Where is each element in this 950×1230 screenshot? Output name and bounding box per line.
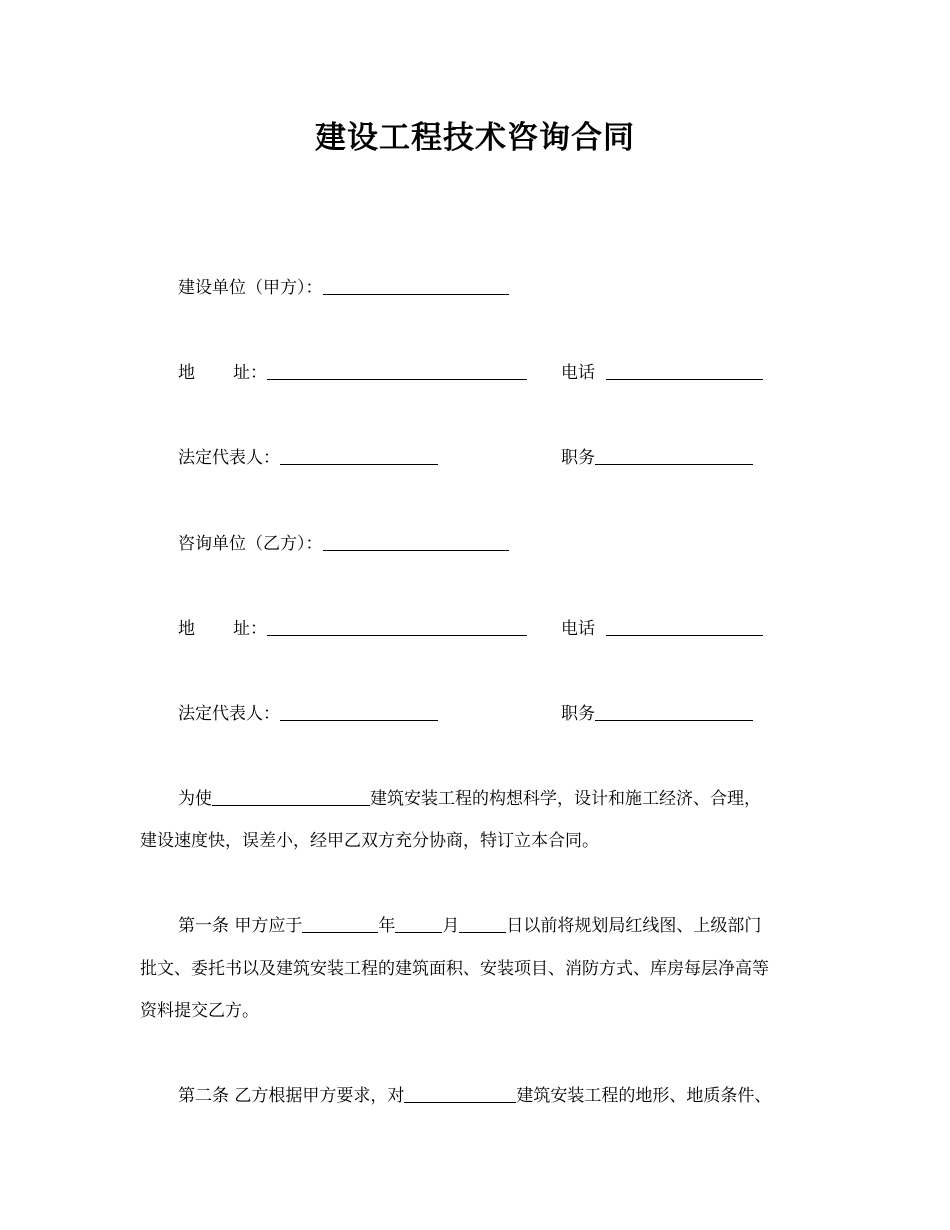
party-a-address-label-2: 址： xyxy=(233,363,267,383)
party-a-address-row xyxy=(178,361,527,385)
party-b-address-row xyxy=(178,617,527,641)
contract-title: 建设工程技术咨询合同 xyxy=(315,120,635,156)
party-a-unit-blank[interactable] xyxy=(323,277,509,295)
party-b-rep-blank[interactable] xyxy=(280,703,438,721)
party-b-unit-label: 咨询单位（乙方）： xyxy=(178,534,323,554)
article-1-day-blank[interactable] xyxy=(459,915,506,933)
party-a-unit-label: 建设单位（甲方）： xyxy=(178,278,323,298)
party-b-address-label-2: 址： xyxy=(233,619,267,639)
party-a-address-label-1: 地 xyxy=(178,363,195,383)
preamble-start: 为使 xyxy=(178,789,212,809)
party-b-phone-row xyxy=(561,617,763,641)
party-b-rep-label: 法定代表人： xyxy=(178,704,280,724)
party-a-position-blank[interactable] xyxy=(595,447,753,465)
party-b-rep-row xyxy=(178,702,438,726)
party-b-position-row xyxy=(561,702,753,726)
article-1-rest: 日以前将规划局红线图、上级部门 xyxy=(506,916,762,936)
article-2-project-blank[interactable] xyxy=(404,1085,516,1103)
party-a-unit-row xyxy=(178,276,509,300)
article-1-month-blank[interactable] xyxy=(395,915,442,933)
article-1-year-blank[interactable] xyxy=(302,915,378,933)
article-1-line-3: 资料提交乙方。 xyxy=(140,1001,259,1021)
party-b-position-blank[interactable] xyxy=(595,703,753,721)
party-b-address-label-1: 地 xyxy=(178,619,195,639)
article-1-line-2: 批文、委托书以及建筑安装工程的建筑面积、安装项目、消防方式、库房每层净高等 xyxy=(140,959,769,979)
party-b-unit-row xyxy=(178,532,509,556)
party-b-unit-blank[interactable] xyxy=(323,533,509,551)
article-2-line-1 xyxy=(178,1084,771,1108)
party-a-phone-label: 电话 xyxy=(561,363,595,383)
preamble-line-1 xyxy=(178,787,761,811)
party-b-position-label: 职务 xyxy=(561,704,595,724)
party-b-address-blank[interactable] xyxy=(267,618,527,636)
preamble-rest: 建筑安装工程的构想科学，设计和施工经济、合理， xyxy=(370,789,761,809)
article-2-rest: 建筑安装工程的地形、地质条件、 xyxy=(516,1086,772,1106)
preamble-project-blank[interactable] xyxy=(212,788,370,806)
article-1-start: 第一条 甲方应于 xyxy=(178,916,303,936)
party-a-address-blank[interactable] xyxy=(267,362,527,380)
party-a-phone-row xyxy=(561,361,763,385)
article-1-month-label: 月 xyxy=(442,916,460,936)
article-1-line-1 xyxy=(178,914,761,938)
party-a-rep-blank[interactable] xyxy=(280,447,438,465)
article-2-start: 第二条 乙方根据甲方要求，对 xyxy=(178,1086,405,1106)
party-a-position-label: 职务 xyxy=(561,448,595,468)
party-a-position-row xyxy=(561,446,753,470)
preamble-line-2: 建设速度快，误差小，经甲乙双方充分协商，特订立本合同。 xyxy=(140,831,599,851)
party-a-rep-row xyxy=(178,446,438,470)
party-a-rep-label: 法定代表人： xyxy=(178,448,280,468)
party-b-phone-blank[interactable] xyxy=(606,618,763,636)
article-1-year-label: 年 xyxy=(378,916,396,936)
party-a-phone-blank[interactable] xyxy=(606,362,763,380)
party-b-phone-label: 电话 xyxy=(561,619,595,639)
